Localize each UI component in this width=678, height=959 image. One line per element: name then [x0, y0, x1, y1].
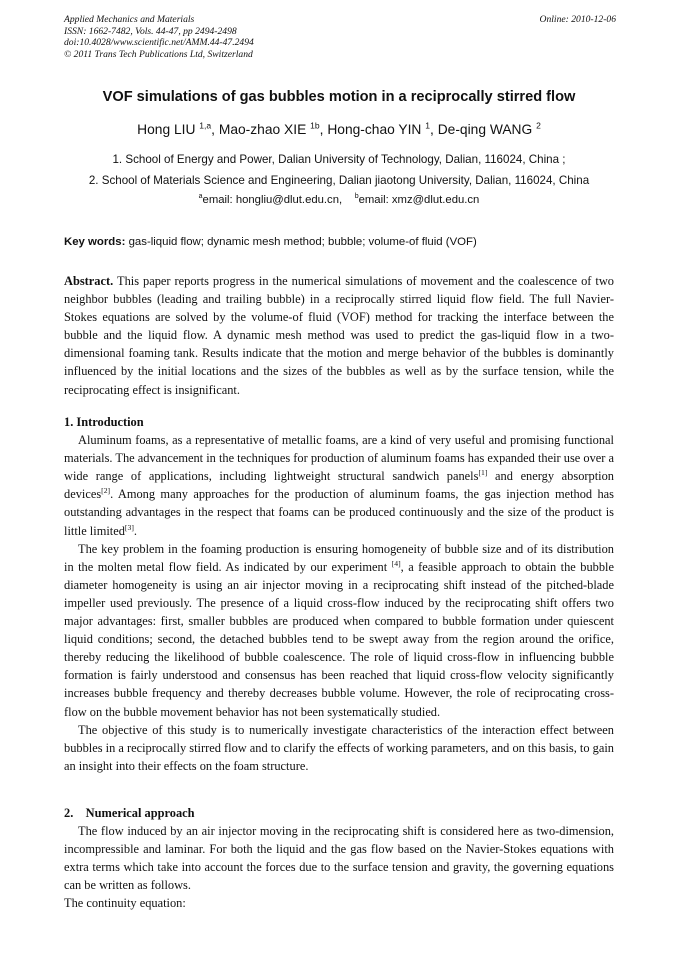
author-list: Hong LIU $^{1,a}$, Mao-zhao XIE $^{1b}$, Hong-chao YIN $^1$, De-qing WANG $^2$ [137, 120, 541, 137]
citation: [1] [478, 468, 488, 478]
email-a: email: hongliu@dlut.edu.cn, [202, 194, 343, 206]
doi-line: doi:10.4028/www.scientific.net/AMM.44-47.2494 [64, 37, 254, 48]
citation: [4] [391, 558, 401, 568]
citation: [2] [101, 486, 111, 496]
author-name: De-qing WANG [437, 122, 533, 137]
introduction-section [64, 413, 614, 775]
keywords [64, 236, 624, 248]
email-marker: b [354, 193, 359, 201]
paragraph: The objective of this study is to numerically investigate characteristics of the interaction effect between bubbles in a reciprocally stirred flow and to clarify the effects of working parameters, and on this basis, to gain an insight into their effects on the foam structure. [64, 722, 614, 773]
author-name: Hong-chao YIN [327, 122, 422, 137]
section-heading: 1. Introduction [64, 415, 144, 429]
paragraph: The flow induced by an air injector moving in the reciprocating shift is considered here as two-dimension, incompressible and laminar. For both the liquid and the gas flow based on the Navier-Stokes equations with extra terms which take into account the forces due to the surface tension and gravity, the governing equations can be written as follows. [64, 824, 614, 893]
author-affil-marker: 1b [310, 120, 320, 131]
email-line [20, 194, 658, 206]
author-name: Hong LIU [137, 122, 196, 137]
author-affil-marker: 1,a [199, 120, 212, 131]
citation: [3] [124, 522, 134, 532]
journal-header [64, 14, 616, 60]
keywords-label: Key words: [64, 236, 126, 248]
keywords-text: gas-liquid flow; dynamic mesh method; bubble; volume-of fluid (VOF) [128, 236, 477, 248]
paragraph: The key problem in the foaming production is ensuring homogeneity of bubble size and of its distribution in the molten metal flow field. As indicated by our experiment [4], a feasible approach to obtain the bubble diameter homogeneity is using an air injector moving in a reciprocating shift instead of the pitched-blade impeller used previously. The presence of a liquid cross-flow induced by the reciprocating shift offers two major advantages: first, smaller bubbles are produced when compared to bubble formation under quiescent liquid conditions; second, the detached bubbles tend to be swept away from the region around the orifice, thereby reducing the likelihood of bubble coalescence. The role of liquid cross-flow in influencing bubble formation is fairly understood and consensus has been reached that liquid cross-flow velocity significantly increases bubble frequency and thereby decreases bubble volume. However, the role of reciprocating cross-flow on the bubble movement behavior has not been systematically studied. [64, 541, 614, 719]
author-affil-marker: 2 [536, 120, 541, 131]
issn-line: ISSN: 1662-7482, Vols. 44-47, pp 2494-2498 [64, 25, 237, 37]
email-b: email: xmz@dlut.edu.cn [358, 194, 480, 206]
numerical-approach-section [64, 804, 614, 913]
paper-title: VOF simulations of gas bubbles motion in a reciprocally stirred flow [102, 89, 576, 105]
section-heading: 2. Numerical approach [64, 806, 195, 820]
paragraph: Aluminum foams, as a representative of metallic foams, are a kind of very useful and promising functional materials. The advancement in the techniques for production of aluminum foams has expanded their use over a wide range of applications, including lightweight structural sandwich panels[1] and energy absorption devices[2]. Among many approaches for the production of aluminum foams, the gas injection method has outstanding advantages in the respect that foams can be produced continuously and the size of the product is little limited[3]. [64, 433, 614, 538]
copyright-line: © 2011 Trans Tech Publications Ltd, Switzerland [64, 48, 253, 60]
email-marker: a [198, 193, 203, 201]
abstract-text: This paper reports progress in the numerical simulations of movement and the coalescence of two neighbor bubbles (leading and trailing bubble) in a reciprocally stirred liquid flow field. The full Navier-Stokes equations are solved by the volume-of fluid (VOF) method for tracking the interface between the bubble and the liquid flow. A dynamic mesh method was used to predict the gas-liquid flow in a two-dimensional foaming tank. Results indicate that the motion and merge behavior of the bubbles is dominantly influenced by the initial locations and the sizes of the bubbles as well as by the surface tension, while the reciprocating effect is insignificant. [64, 274, 615, 397]
abstract-label: Abstract. [64, 274, 114, 288]
author-affil-marker: 1 [425, 120, 431, 131]
online-date: Online: 2010-12-06 [539, 14, 616, 25]
paragraph: The continuity equation: [64, 896, 186, 911]
author-name: Mao-zhao XIE [218, 122, 307, 137]
journal-name: Applied Mechanics and Materials [64, 14, 195, 25]
affiliation-1: 1. School of Energy and Power, Dalian University of Technology, Dalian, 116024, China ; [112, 153, 566, 166]
affiliation-2: 2. School of Materials Science and Engineering, Dalian jiaotong University, Dalian, 116024, China [88, 174, 590, 187]
abstract [64, 272, 614, 399]
